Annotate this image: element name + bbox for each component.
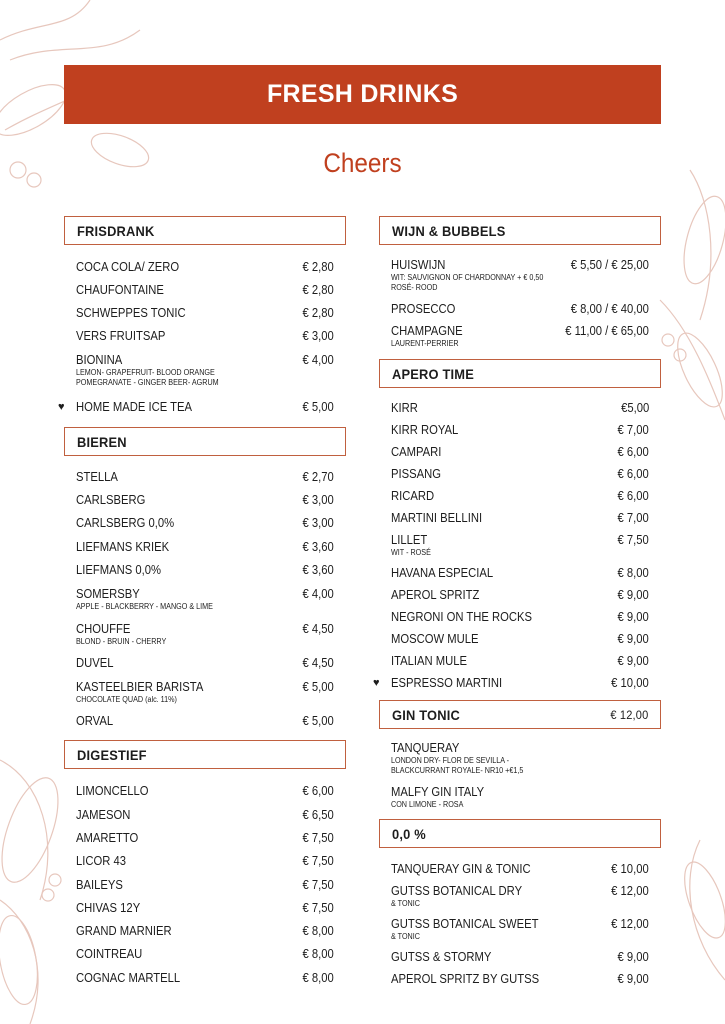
menu-item: HAVANA ESPECIAL € 8,00 — [391, 566, 649, 580]
item-description: WIT: SAUVIGNON OF CHARDONNAY + € 0,50 — [391, 273, 544, 282]
menu-item: CARLSBERG € 3,00 — [76, 493, 334, 507]
menu-item: HUISWIJN WIT: SAUVIGNON OF CHARDONNAY + € 0,50 ROSÉ- ROOD € 5,50 / € 25,00 — [391, 258, 649, 292]
menu-item: KIRR €5,00 — [391, 401, 649, 415]
menu-item: LICOR 43 € 7,50 — [76, 854, 334, 868]
item-description: CHOCOLATE QUAD (alc. 11%) — [76, 695, 177, 704]
menu-item: KASTEELBIER BARISTA CHOCOLATE QUAD (alc. 11%) € 5,00 — [76, 680, 334, 704]
menu-item: CHAMPAGNE LAURENT-PERRIER € 11,00 / € 65,00 — [391, 324, 649, 348]
menu-item: APEROL SPRITZ € 9,00 — [391, 588, 649, 602]
menu-item: ITALIAN MULE € 9,00 — [391, 654, 649, 668]
menu-item: PISSANG € 6,00 — [391, 467, 649, 481]
menu-item: ♥ HOME MADE ICE TEA € 5,00 — [58, 400, 334, 414]
menu-item: DUVEL € 4,50 — [76, 656, 334, 670]
section-price: € 12,00 — [609, 707, 648, 722]
menu-item: CHIVAS 12Y € 7,50 — [76, 901, 334, 915]
page-title: FRESH DRINKS — [266, 80, 459, 108]
menu-item: ♥ ESPRESSO MARTINI € 10,00 — [373, 676, 649, 690]
menu-item: LIEFMANS 0,0% € 3,60 — [76, 563, 334, 577]
menu-item: KIRR ROYAL € 7,00 — [391, 423, 649, 437]
section-bieren — [64, 427, 346, 456]
page-subtitle: Cheers — [323, 148, 402, 178]
menu-item: MALFY GIN ITALY CON LIMONE - ROSA — [391, 785, 485, 809]
menu-item: APEROL SPRITZ BY GUTSS € 9,00 — [391, 972, 649, 986]
section-frisdrank — [64, 216, 346, 245]
menu-item: AMARETTO € 7,50 — [76, 831, 334, 845]
menu-item: BAILEYS € 7,50 — [76, 878, 334, 892]
item-description: & TONIC — [391, 932, 420, 941]
menu-item: PROSECCO € 8,00 / € 40,00 — [391, 302, 649, 316]
section-gin-tonic — [379, 700, 661, 729]
menu-item: GUTSS & STORMY € 9,00 — [391, 950, 649, 964]
section-wijn-bubbels — [379, 216, 661, 245]
section-digestief — [64, 740, 346, 769]
section-title: APERO TIME — [392, 365, 474, 382]
menu-item: TANQUERAY GIN & TONIC € 10,00 — [391, 862, 649, 876]
section-title: FRISDRANK — [77, 222, 155, 239]
left-column — [58, 0, 346, 1024]
item-description: ROSÉ- ROOD — [391, 283, 438, 292]
heart-icon: ♥ — [373, 677, 380, 689]
menu-item: GRAND MARNIER € 8,00 — [76, 924, 334, 938]
item-description: CON LIMONE - ROSA — [391, 800, 464, 809]
menu-item: LIEFMANS KRIEK € 3,60 — [76, 540, 334, 554]
menu-item: COINTREAU € 8,00 — [76, 947, 334, 961]
menu-item: CHAUFONTAINE € 2,80 — [76, 283, 334, 297]
menu-item: ORVAL € 5,00 — [76, 714, 334, 728]
section-title: GIN TONIC — [392, 706, 460, 723]
item-description: WIT - ROSÉ — [391, 548, 431, 557]
menu-item: SCHWEPPES TONIC € 2,80 — [76, 306, 334, 320]
menu-item: CHOUFFE BLOND - BRUIN - CHERRY € 4,50 — [76, 622, 334, 646]
menu-item: CAMPARI € 6,00 — [391, 445, 649, 459]
menu-item: COCA COLA/ ZERO € 2,80 — [76, 260, 334, 274]
menu-item: LILLET WIT - ROSÉ € 7,50 — [391, 533, 649, 557]
section-apero-time — [379, 359, 661, 388]
menu-item: JAMESON € 6,50 — [76, 808, 334, 822]
section-title: BIEREN — [77, 433, 127, 450]
item-description: BLACKCURRANT ROYALE- NR10 +€1,5 — [391, 766, 524, 775]
section-title: DIGESTIEF — [77, 746, 147, 763]
heart-icon: ♥ — [58, 401, 65, 413]
item-description: & TONIC — [391, 899, 420, 908]
item-description: APPLE - BLACKBERRY - MANGO & LIME — [76, 602, 213, 611]
menu-item: CARLSBERG 0,0% € 3,00 — [76, 516, 334, 530]
section-title: WIJN & BUBBELS — [392, 222, 506, 239]
section-zero-percent — [379, 819, 661, 848]
item-description: BLOND - BRUIN - CHERRY — [76, 637, 167, 646]
item-description: LONDON DRY- FLOR DE SEVILLA - — [391, 756, 510, 765]
menu-item: BIONINA LEMON- GRAPEFRUIT- BLOOD ORANGE POMEGRANATE - GINGER BEER- AGRUM € 4,00 — [76, 353, 334, 387]
menu-item: MOSCOW MULE € 9,00 — [391, 632, 649, 646]
menu-item: SOMERSBY APPLE - BLACKBERRY - MANGO & LIME € 4,00 — [76, 587, 334, 611]
menu-item: NEGRONI ON THE ROCKS € 9,00 — [391, 610, 649, 624]
menu-item: GUTSS BOTANICAL DRY & TONIC € 12,00 — [391, 884, 649, 908]
menu-item: GUTSS BOTANICAL SWEET & TONIC € 12,00 — [391, 917, 649, 941]
menu-item: VERS FRUITSAP € 3,00 — [76, 329, 334, 343]
menu-item: COGNAC MARTELL € 8,00 — [76, 971, 334, 985]
section-title: 0,0 % — [392, 825, 426, 842]
item-description: POMEGRANATE - GINGER BEER- AGRUM — [76, 378, 219, 387]
right-column — [373, 0, 661, 1024]
menu-item: LIMONCELLO € 6,00 — [76, 784, 334, 798]
menu-item: RICARD € 6,00 — [391, 489, 649, 503]
menu-item: MARTINI BELLINI € 7,00 — [391, 511, 649, 525]
menu-item: STELLA € 2,70 — [76, 470, 334, 484]
item-description: LEMON- GRAPEFRUIT- BLOOD ORANGE — [76, 368, 215, 377]
item-description: LAURENT-PERRIER — [391, 339, 459, 348]
menu-item: TANQUERAY LONDON DRY- FLOR DE SEVILLA - BLACKCURRANT ROYALE- NR10 +€1,5 — [391, 741, 524, 775]
